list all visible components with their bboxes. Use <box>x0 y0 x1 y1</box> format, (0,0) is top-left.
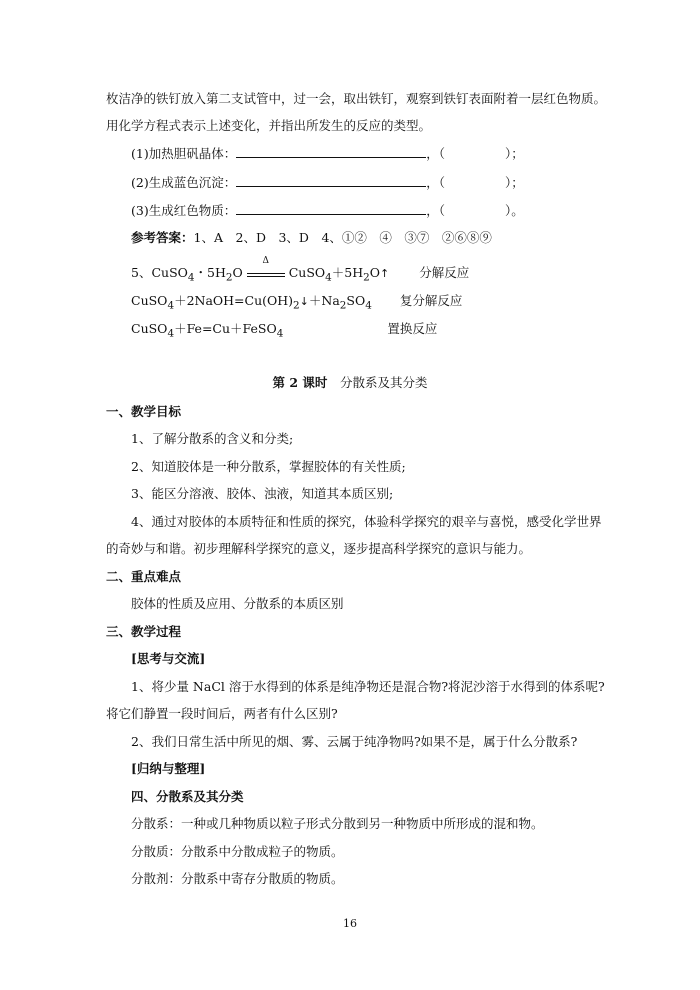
definition-dispersion-medium: 分散剂：分散系中寄存分散质的物质。 <box>131 871 344 886</box>
reaction-type: 分解反应 <box>419 265 470 280</box>
section-1-heading: 一、教学目标 <box>106 404 182 419</box>
objective-3: 3、能区分溶液、胶体、浊液，知道其本质区别; <box>131 486 394 501</box>
section-2-heading: 二、重点难点 <box>106 569 182 584</box>
question-1: (1)加热胆矾晶体： ，（ ）； <box>131 146 524 161</box>
think-item-2: 2、我们日常生活中所见的烟、雾、云属于纯净物吗?如果不是，属于什么分散系? <box>131 734 578 749</box>
reaction-type: 复分解反应 <box>399 293 463 308</box>
answer-key <box>131 230 492 246</box>
lesson-title: 第 2 课时 分散系及其分类 <box>272 375 428 390</box>
objective-1: 1、了解分散系的含义和分类; <box>131 431 294 446</box>
heating-equals-sign: Δ <box>247 266 285 277</box>
think-item-1-cont: 将它们静置一段时间后，两者有什么区别? <box>106 706 338 721</box>
question-2: (2)生成蓝色沉淀： ，（ ）； <box>131 175 524 190</box>
answer-blank <box>236 203 426 215</box>
equation-1: 5、CuSO$_4$・$5H_2O$ Δ $CuSO_4+5H_2O↑$ 分解反应 <box>131 256 470 284</box>
think-discuss-tag: [思考与交流] <box>131 651 206 666</box>
reaction-type: 置换反应 <box>387 321 438 336</box>
definition-dispersion-system: 分散系：一种或几种物质以粒子形式分散到另一种物质中所形成的混和物。 <box>131 816 544 831</box>
answer-blank <box>236 175 426 187</box>
precipitate-arrow-icon: ↓ <box>299 295 309 308</box>
question-label: (1)加热胆矾晶体： <box>131 146 237 161</box>
page-number: 16 <box>343 917 357 930</box>
intro-line-2: 用化学方程式表示上述变化，并指出所发生的反应的类型。 <box>106 118 432 133</box>
think-item-1: 1、将少量 NaCl 溶于水得到的体系是纯净物还是混合物?将泥沙溶于水得到的体系呢? <box>131 679 605 694</box>
answer-heading: 参考答案： <box>131 230 194 245</box>
objective-4: 4、通过对胶体的本质特征和性质的探究，体验科学探究的艰辛与喜悦，感受化学世界 <box>131 514 602 529</box>
answer-text: 1、A 2、D 3、D 4、①② ④ ③⑦ ②⑥⑧⑨ <box>193 230 492 245</box>
equation-3: CuSO$_4$＋Fe=Cu＋FeSO$_4$ 置换反应 <box>131 321 438 340</box>
question-label: (3)生成红色物质： <box>131 203 237 218</box>
intro-line-1: 枚洁净的铁钉放入第二支试管中，过一会，取出铁钉，观察到铁钉表面附着一层红色物质。 <box>106 91 607 106</box>
section-3-heading: 三、教学过程 <box>106 624 182 639</box>
question-label: (2)生成蓝色沉淀： <box>131 175 237 190</box>
section-2-text: 胶体的性质及应用、分散系的本质区别 <box>131 596 344 611</box>
summary-tag: [归纳与整理] <box>131 761 206 776</box>
question-3: (3)生成红色物质： ，（ ）。 <box>131 203 524 218</box>
objective-4-cont: 的奇妙与和谐。初步理解科学探究的意义，逐步提高科学探究的意识与能力。 <box>106 541 532 556</box>
answer-blank <box>236 146 426 158</box>
section-4-heading: 四、分散系及其分类 <box>131 789 244 804</box>
definition-dispersed-phase: 分散质：分散系中分散成粒子的物质。 <box>131 844 344 859</box>
equation-2: $CuSO_4+2NaOH=Cu(OH)_2↓+Na_2SO_4$ 复分解反应 <box>131 293 463 312</box>
gas-arrow-icon: ↑ <box>380 267 390 280</box>
objective-2: 2、知道胶体是一种分散系，掌握胶体的有关性质; <box>131 459 406 474</box>
